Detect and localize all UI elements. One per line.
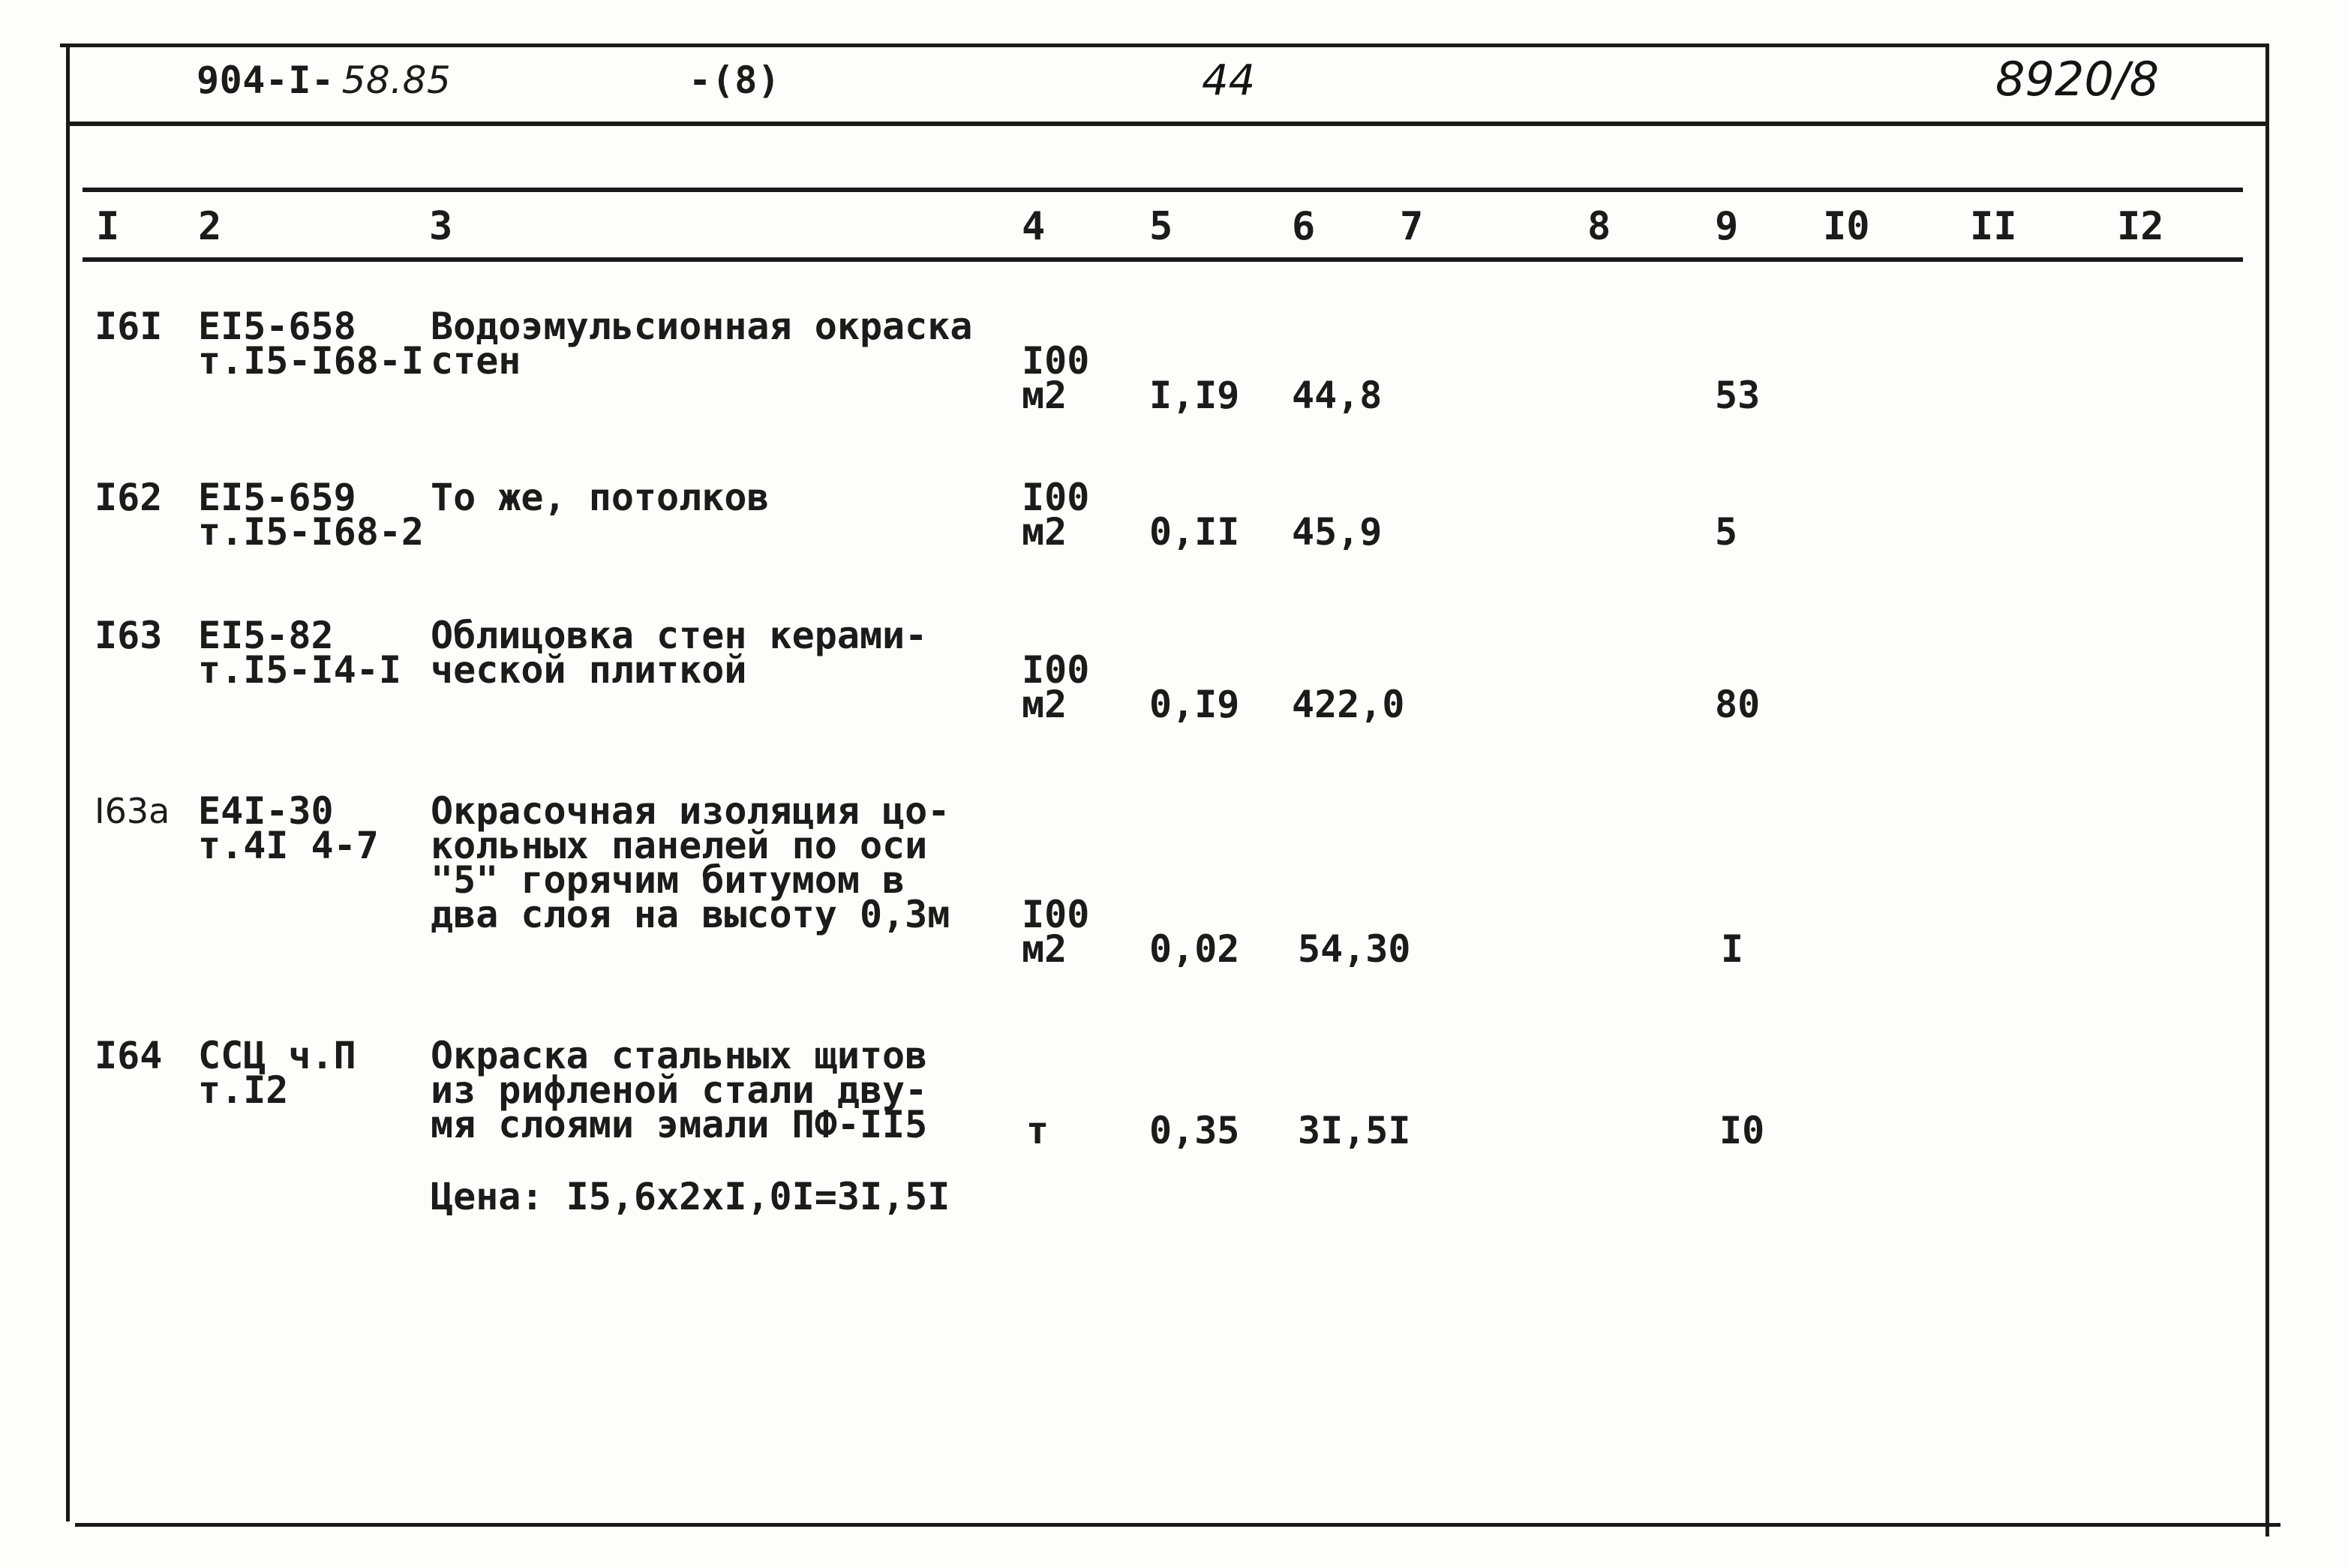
document-code xyxy=(197,59,452,102)
column-number: II xyxy=(1970,204,2017,249)
row-number: I62 xyxy=(95,476,163,519)
column-number: I0 xyxy=(1823,204,1870,249)
column-number: 6 xyxy=(1292,204,1316,249)
price-calculation-note: Цена: I5,6х2хI,0I=3I,5I xyxy=(431,1175,950,1218)
column-9-value: I0 xyxy=(1719,1109,1765,1152)
code-line: т.I5-I68-I xyxy=(198,339,425,383)
quantity: 0,I9 xyxy=(1149,683,1240,726)
column-number: 3 xyxy=(429,204,453,249)
unit-line: I00 xyxy=(1022,476,1090,519)
column-9-value: I xyxy=(1721,927,1744,971)
unit-line: м2 xyxy=(1022,374,1067,417)
column-number: I2 xyxy=(2117,204,2164,249)
code-line: EI5-658 xyxy=(198,305,356,348)
unit-line: I00 xyxy=(1022,893,1090,936)
column-number: 2 xyxy=(198,204,222,249)
frame-top-line xyxy=(60,44,2265,47)
sheet-marker: -(8) xyxy=(689,59,781,102)
column-number: I xyxy=(96,204,120,249)
unit-price: 3I,5I xyxy=(1298,1109,1411,1152)
frame-right-line xyxy=(2265,44,2269,1536)
quantity: I,I9 xyxy=(1149,374,1240,417)
unit-price: 45,9 xyxy=(1292,510,1383,554)
description-line: Облицовка стен керами- xyxy=(431,614,928,657)
row-number: I6I xyxy=(95,305,163,348)
column-9-value: 5 xyxy=(1715,510,1738,554)
description-line: "5" горячим битумом в xyxy=(431,858,905,902)
row-number: I64 xyxy=(95,1034,163,1077)
frame-left-line xyxy=(66,44,70,1521)
code-line: EI5-82 xyxy=(198,614,334,657)
code-line: т.I5-I4-I xyxy=(198,648,401,692)
column-number: 7 xyxy=(1400,204,1424,249)
description-line: кольных панелей по оси xyxy=(431,824,928,867)
code-line: т.I2 xyxy=(198,1068,289,1112)
description-line: из рифленой стали дву- xyxy=(431,1068,928,1112)
table-header-rule xyxy=(83,257,2243,262)
column-number: 5 xyxy=(1149,204,1173,249)
column-9-value: 80 xyxy=(1715,683,1761,726)
unit-line: м2 xyxy=(1022,927,1067,971)
quantity: 0,02 xyxy=(1149,927,1240,971)
description-line: Водоэмульсионная окраска xyxy=(431,305,973,348)
unit-line: м2 xyxy=(1022,510,1067,554)
description-line: ческой плиткой xyxy=(431,648,747,692)
description-line: мя слоями эмали ПФ-II5 xyxy=(431,1103,928,1146)
description-line: Окрасочная изоляция цо- xyxy=(431,789,950,833)
quantity: 0,35 xyxy=(1149,1109,1240,1152)
unit-price: 422,0 xyxy=(1292,683,1405,726)
code-line: E4I-30 xyxy=(198,789,334,833)
column-number: 8 xyxy=(1587,204,1611,249)
unit-price: 44,8 xyxy=(1292,374,1383,417)
header-divider xyxy=(68,122,2265,126)
unit-price: 54,30 xyxy=(1298,927,1411,971)
description-line: То же, потолков xyxy=(431,476,770,519)
code-line: EI5-659 xyxy=(198,476,356,519)
column-9-value: 53 xyxy=(1715,374,1761,417)
unit-line: I00 xyxy=(1022,648,1090,692)
quantity: 0,II xyxy=(1149,510,1240,554)
code-line: т.I5-I68-2 xyxy=(198,510,425,554)
unit-line: I00 xyxy=(1022,339,1090,383)
inventory-number: 8920/8 xyxy=(1995,52,2160,107)
page-number: 44 xyxy=(1202,56,1256,105)
description-line: стен xyxy=(431,339,521,383)
column-number: 9 xyxy=(1715,204,1739,249)
description-line: Окраска стальных щитов xyxy=(431,1034,928,1077)
table-top-rule xyxy=(83,188,2243,192)
document-code-handwritten: 58.85 xyxy=(341,59,452,102)
document-code-printed: 904-I- xyxy=(197,59,335,102)
unit-line: м2 xyxy=(1022,683,1067,726)
code-line: т.4I 4-7 xyxy=(198,824,379,867)
row-number: I63 xyxy=(95,614,163,657)
unit-line: т xyxy=(1026,1109,1049,1152)
column-number: 4 xyxy=(1022,204,1046,249)
row-number: I63а xyxy=(95,791,170,831)
code-line: ССЦ ч.П xyxy=(198,1034,356,1077)
description-line: два слоя на высоту 0,3м xyxy=(431,893,950,936)
frame-bottom-line xyxy=(75,1523,2280,1527)
